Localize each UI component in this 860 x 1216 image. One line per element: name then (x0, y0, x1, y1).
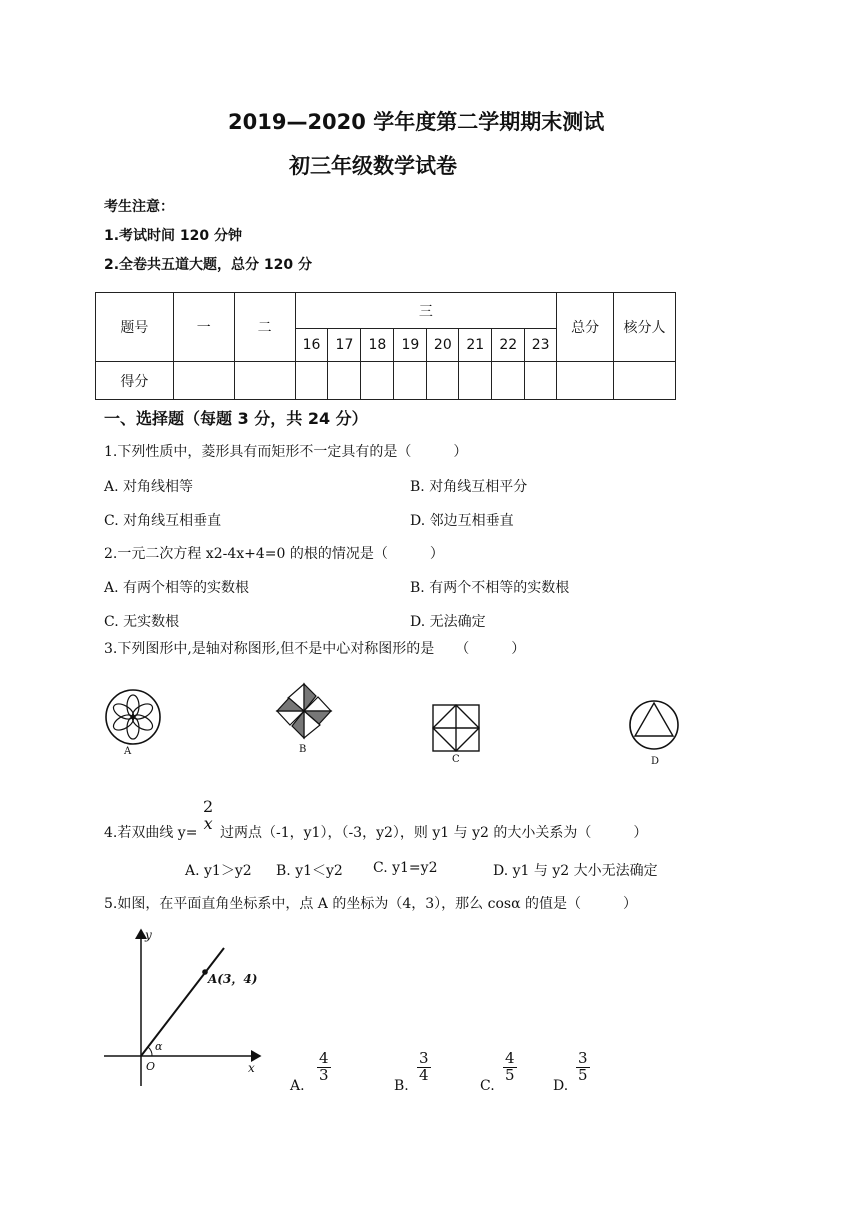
fraction-numerator: 2 (203, 797, 214, 816)
fraction-denominator: 5 (505, 1065, 515, 1084)
coordinate-figure (104, 926, 264, 1086)
point-a-label: A(3，4) (208, 972, 258, 986)
notes-heading: 考生注意： (104, 199, 174, 215)
option-a: A. y1＞y2 (185, 863, 252, 879)
option-c-letter: C. (480, 1078, 495, 1094)
flower-circle-figure (104, 688, 162, 746)
question-number-cell: 19 (394, 329, 427, 362)
y-axis-label: y (145, 928, 152, 942)
question-number-cell: 20 (427, 329, 459, 362)
option-a-letter: A. (290, 1078, 305, 1094)
option-b-fraction (417, 1048, 431, 1084)
exam-subtitle: 初三年级数学试卷 (289, 154, 457, 178)
fraction-numerator: 4 (505, 1049, 515, 1067)
question-number-cell: 22 (492, 329, 525, 362)
point-a (202, 969, 208, 975)
question-stem-pre: 4.若双曲线 y= (104, 825, 198, 841)
score-cell[interactable] (525, 362, 557, 400)
section-three-header: 三 (295, 293, 557, 329)
question-number-cell: 21 (459, 329, 492, 362)
ray-oa (141, 948, 224, 1056)
question-stem: 3.下列图形中,是轴对称图形,但不是中心对称图形的是 （ ） (104, 641, 526, 657)
score-cell[interactable] (614, 362, 676, 400)
row-header-cell: 题号 (96, 293, 174, 362)
option-b: B. y1＜y2 (276, 863, 343, 879)
alpha-label: α (155, 1040, 163, 1053)
fraction-numerator: 4 (319, 1049, 329, 1067)
section-one-header: 一 (173, 293, 234, 362)
note-item: 1.考试时间 120 分钟 (104, 228, 243, 244)
angle-arc (148, 1047, 152, 1056)
fraction-numerator: 3 (578, 1049, 588, 1067)
question-stem: 1.下列性质中，菱形具有而矩形不一定具有的是（ ） (104, 444, 468, 460)
figure-label: D (651, 756, 660, 767)
option-c: C. y1=y2 (373, 860, 438, 876)
question-stem: 2.一元二次方程 x2-4x+4=0 的根的情况是（ ） (104, 546, 444, 562)
score-cell[interactable] (361, 362, 394, 400)
score-cell[interactable] (427, 362, 459, 400)
total-header: 总分 (557, 293, 614, 362)
figure-label: A (124, 746, 132, 757)
question-stem: 5.如图，在平面直角坐标系中，点 A 的坐标为（4，3），那么 cosα 的值是（ ） (104, 896, 637, 912)
origin-label: O (146, 1060, 156, 1073)
fraction-denominator: x (203, 813, 213, 833)
score-cell[interactable] (173, 362, 234, 400)
note-item: 2.全卷共五道大题，总分 120 分 (104, 257, 313, 273)
fraction-numerator: 3 (419, 1049, 429, 1067)
score-cell[interactable] (394, 362, 427, 400)
option-d-letter: D. (553, 1078, 569, 1094)
triangle-circle-figure (628, 699, 680, 751)
option-a: A. 对角线相等 (104, 479, 194, 495)
option-d-fraction (576, 1048, 590, 1084)
fraction-denominator: 4 (419, 1065, 429, 1084)
score-row-label: 得分 (96, 362, 174, 400)
question-number-cell: 16 (295, 329, 328, 362)
option-c: C. 无实数根 (104, 614, 180, 630)
score-cell[interactable] (295, 362, 328, 400)
score-cell[interactable] (328, 362, 361, 400)
question-number-cell: 18 (361, 329, 394, 362)
score-cell[interactable] (492, 362, 525, 400)
section-title: 一、选择题（每题 3 分，共 24 分） (104, 409, 368, 428)
score-cell[interactable] (459, 362, 492, 400)
reviewer-header: 核分人 (614, 293, 676, 362)
score-table (95, 292, 676, 400)
option-a: A. 有两个相等的实数根 (104, 580, 250, 596)
fraction-denominator: 5 (578, 1065, 588, 1084)
section-two-header: 二 (234, 293, 295, 362)
x-axis-label: x (248, 1061, 255, 1075)
question-stem-post: 过两点（-1，y1），（-3，y2），则 y1 与 y2 的大小关系为（ ） (220, 825, 648, 841)
question-number-cell: 23 (525, 329, 557, 362)
option-b-letter: B. (394, 1078, 409, 1094)
option-c: C. 对角线互相垂直 (104, 513, 222, 529)
option-d: D. 无法确定 (410, 614, 486, 630)
option-c-fraction (503, 1048, 517, 1084)
figure-label: B (299, 744, 307, 755)
option-a-fraction (317, 1048, 331, 1084)
score-cell[interactable] (557, 362, 614, 400)
option-d: D. 邻边互相垂直 (410, 513, 514, 529)
question-number-cell: 17 (328, 329, 361, 362)
fraction-denominator: 3 (319, 1065, 329, 1084)
exam-title: 2019—2020 学年度第二学期期末测试 (228, 110, 605, 134)
option-b: B. 对角线互相平分 (410, 479, 528, 495)
score-cell[interactable] (234, 362, 295, 400)
figure-label: C (452, 754, 460, 765)
pinwheel-figure (274, 680, 334, 742)
square-diamond-figure (432, 704, 480, 752)
option-d: D. y1 与 y2 大小无法确定 (493, 863, 658, 879)
fraction (201, 797, 215, 833)
option-b: B. 有两个不相等的实数根 (410, 580, 570, 596)
